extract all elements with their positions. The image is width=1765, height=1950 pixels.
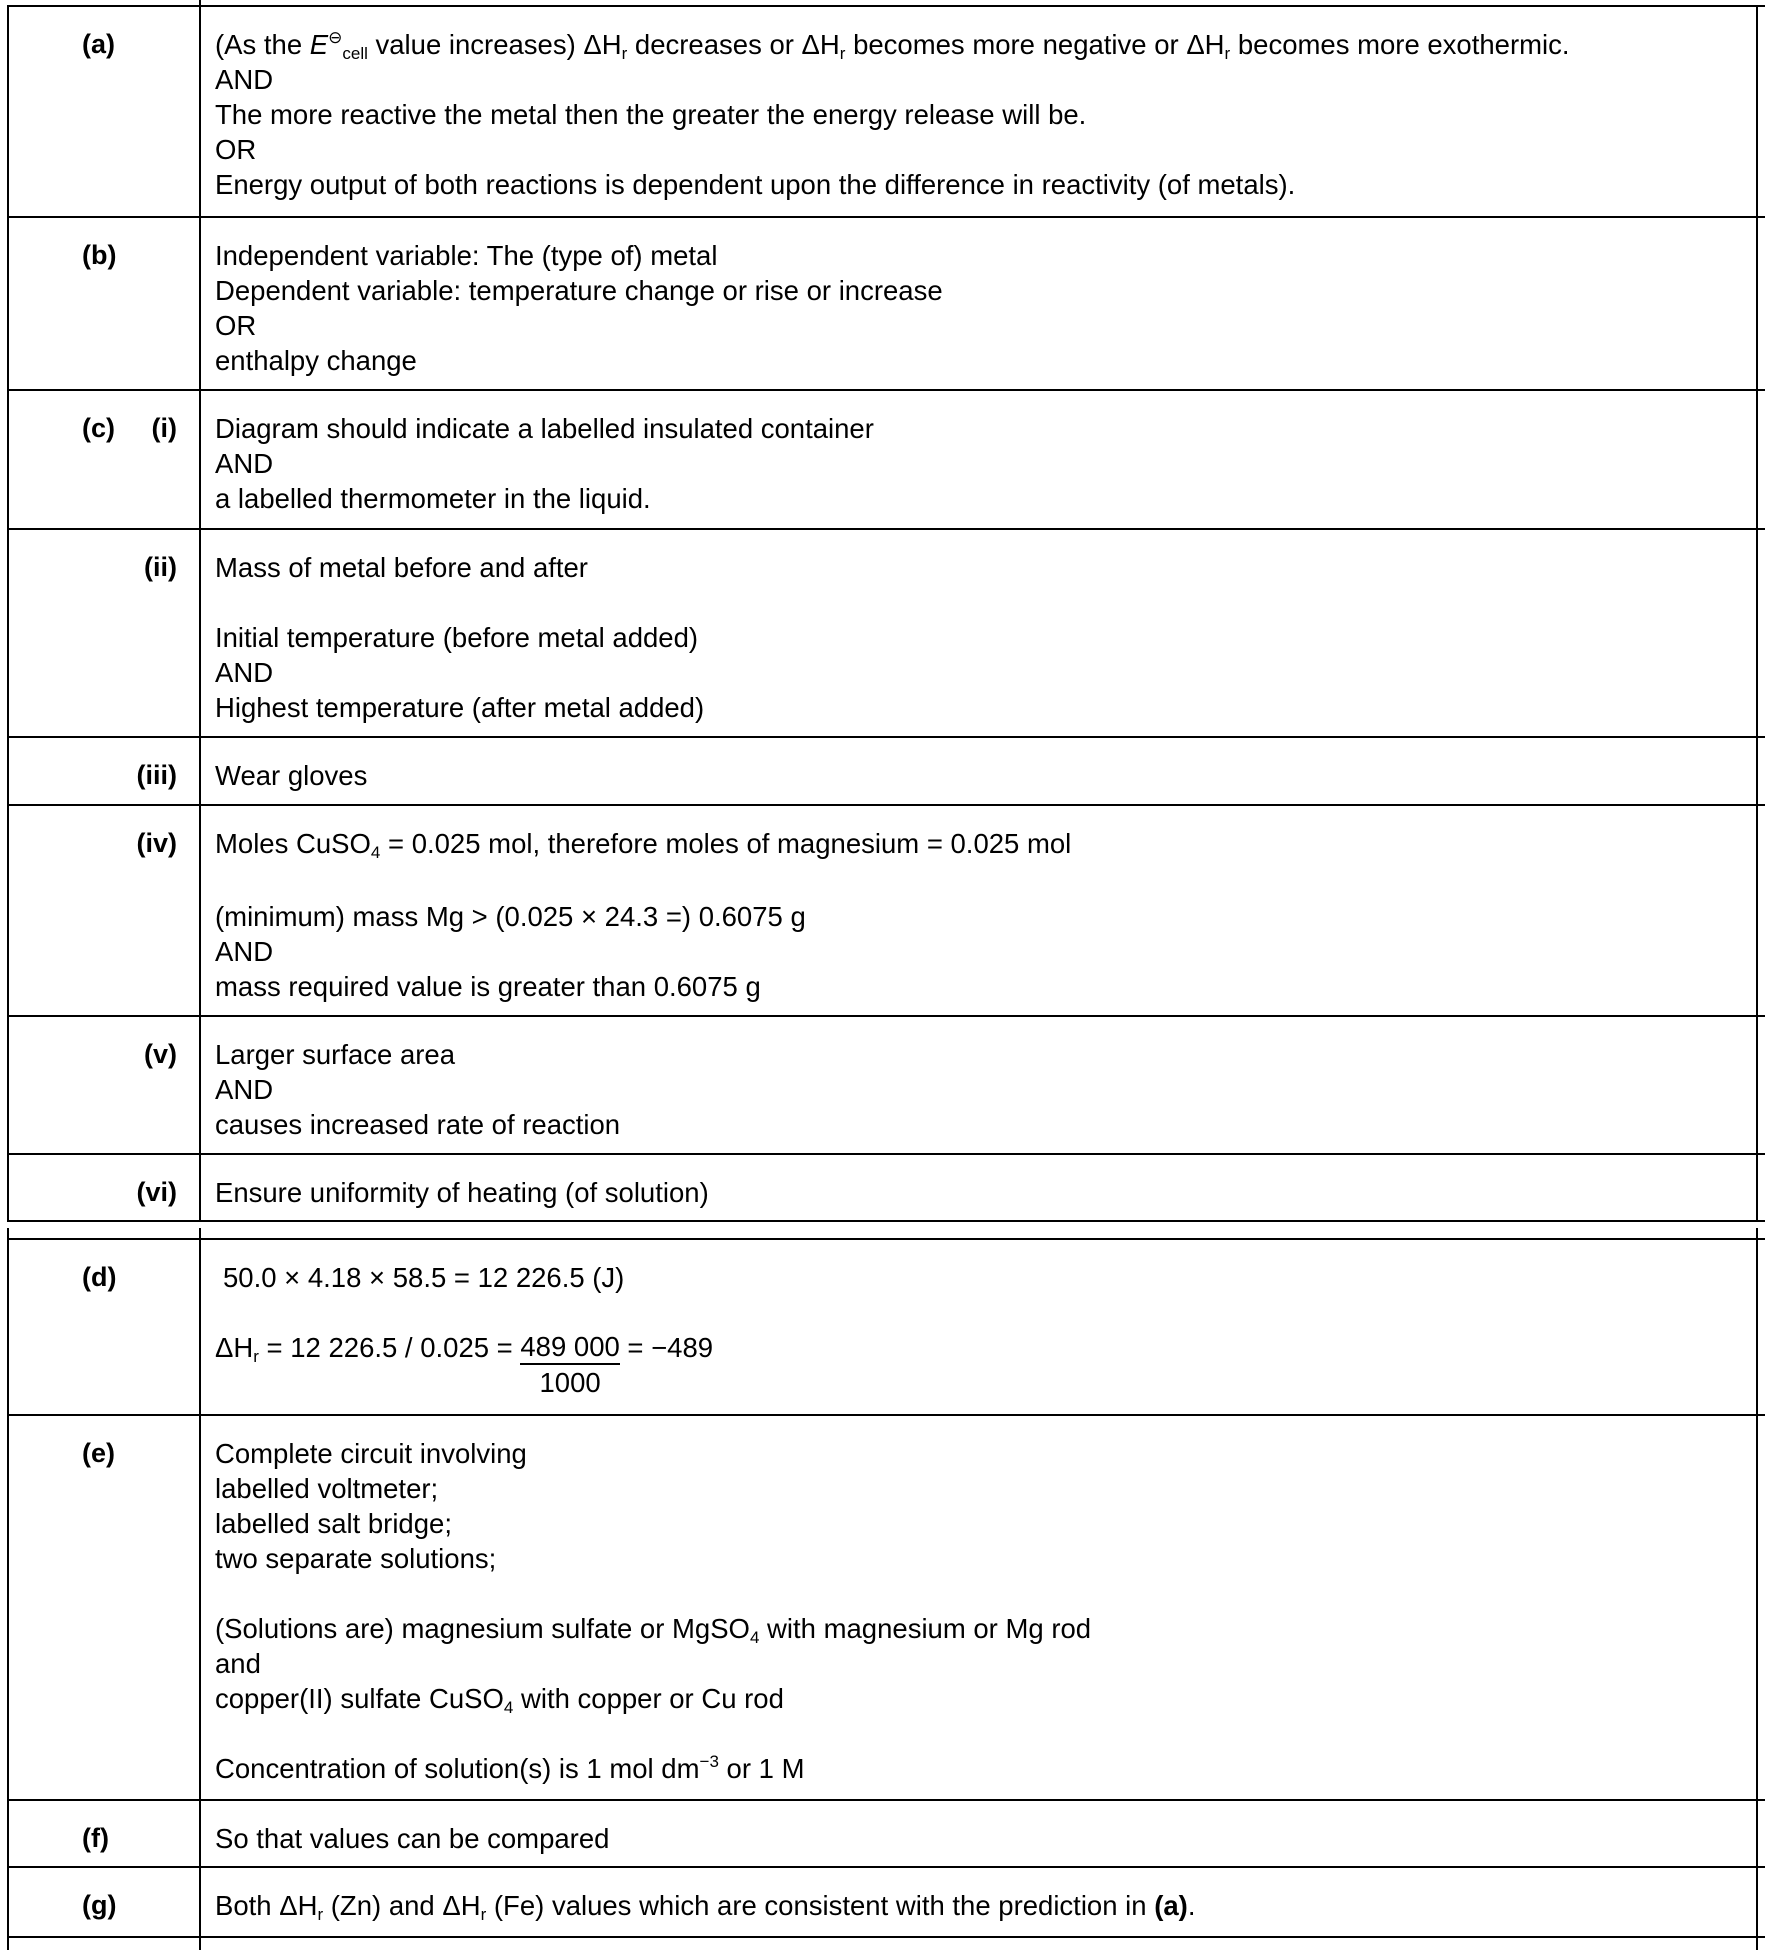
row-divider — [7, 1936, 1765, 1938]
row-divider — [7, 1220, 1765, 1222]
row-f: (f) So that values can be compared — [7, 1799, 1765, 1866]
row-c-vi: (vi) Ensure uniformity of heating (of solution) — [7, 1153, 1765, 1220]
row-d: (d) 50.0 × 4.18 × 58.5 = 12 226.5 (J) $\Delta H_r = 12$ 226.5 / 0.025 = $\frac{489 000}{1000}$ = −489 — [7, 1238, 1765, 1414]
answer-e: Complete circuit involving labelled voltmeter; labelled salt bridge; two separate solutions; (Solutions are) magnesium sulfate or MgSO$_4$ with magnesium or Mg rod and copper(II) sulfate CuSO$_4$ with copper or Cu rod Concentration of solution(s) is 1 mol $dm^{-3}$ or 1 M — [215, 1438, 1092, 1784]
answer-f: So that values can be compared — [215, 1823, 610, 1854]
row-a: (a) (As the $E^⊖_{cell}$ value increases) $\Delta H_r$ decreases or $\Delta H_r$ becomes more negative or $\Delta H_r$ becomes more exothermic. AND The more reactive the metal then the greater the energy release will be. OR Energy output of both reactions is dependent upon the difference in reactivity (of metals). — [7, 5, 1765, 216]
answer-c-ii: Mass of metal before and after Initial temperature (before metal added) AND Highest temperature (after metal added) — [215, 552, 705, 723]
answer-g: Both $\Delta H_r$ (Zn) and $\Delta H_r$ (Fe) values which are consistent with the prediction in (a). — [215, 1890, 1196, 1924]
row-c-v: (v) Larger surface area AND causes increased rate of reaction — [7, 1015, 1765, 1153]
answer-c-iv: Moles CuSO$_4$ = 0.025 mol, therefore moles of magnesium = 0.025 mol (minimum) mass Mg > (0.025 × 24.3 =) 0.6075 g AND mass required value is greater than 0.6075 g — [215, 828, 1072, 1002]
fraction: $\frac{489 000}{1000}$ — [520, 1331, 620, 1398]
row-c-iv: (iv) Moles CuSO$_4$ = 0.025 mol, therefore moles of magnesium = 0.025 mol (minimum) mass Mg > (0.025 × 24.3 =) 0.6075 g AND mass required value is greater than 0.6075 g — [7, 804, 1765, 1015]
row-c-ii: (ii) Mass of metal before and after Initial temperature (before metal added) AND Highest temperature (after metal added) — [7, 528, 1765, 736]
row-c-i: (c) (i) Diagram should indicate a labelled insulated container AND a labelled thermometer in the liquid. — [7, 389, 1765, 528]
mark-scheme-table-part-1 — [7, 0, 1765, 1222]
answer-d: 50.0 × 4.18 × 58.5 = 12 226.5 (J) $\Delta H_r = 12$ 226.5 / 0.025 = $\frac{489 000}{1000}$ = −489 — [215, 1260, 1745, 1365]
mark-scheme-table-part-2 — [7, 1228, 1765, 1950]
answer-c-vi: Ensure uniformity of heating (of solution) — [215, 1177, 709, 1208]
answer-c-iii: Wear gloves — [215, 760, 368, 791]
answer-a: (As the $E^⊖_{cell}$ value increases) $\Delta H_r$ decreases or $\Delta H_r$ becomes more negative or $\Delta H_r$ becomes more exothermic. AND The more reactive the metal then the greater the energy release will be. OR Energy output of both reactions is dependent upon the difference in reactivity (of metals). — [215, 28, 1570, 200]
row-b: (b) Independent variable: The (type of) metal Dependent variable: temperature change or rise or increase OR enthalpy change — [7, 216, 1765, 389]
answer-b: Independent variable: The (type of) metal Dependent variable: temperature change or rise or increase OR enthalpy change — [215, 240, 943, 376]
row-c-iii: (iii) Wear gloves — [7, 736, 1765, 804]
row-g: (g) Both $\Delta H_r$ (Zn) and $\Delta H_r$ (Fe) values which are consistent with the prediction in (a). — [7, 1866, 1765, 1936]
row-e: (e) Complete circuit involving labelled voltmeter; labelled salt bridge; two separate solutions; (Solutions are) magnesium sulfate or MgSO$_4$ with magnesium or Mg rod and copper(II) sulfate CuSO$_4$ with copper or Cu rod Concentration of solution(s) is 1 mol $dm^{-3}$ or 1 M — [7, 1414, 1765, 1799]
answer-c-v: Larger surface area AND causes increased rate of reaction — [215, 1039, 621, 1140]
answer-c-i: Diagram should indicate a labelled insulated container AND a labelled thermometer in the liquid. — [215, 413, 874, 514]
